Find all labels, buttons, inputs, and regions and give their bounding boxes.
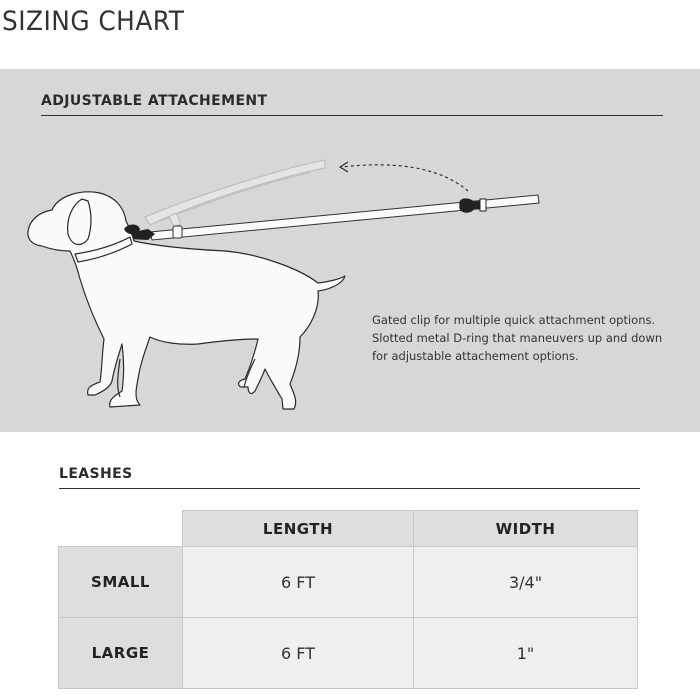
table-row: [59, 618, 638, 689]
leashes-heading: LEASHES: [59, 466, 133, 482]
column-header-width: WIDTH: [414, 511, 638, 547]
column-header-length: LENGTH: [183, 511, 414, 547]
large-width-cell: 1": [414, 618, 638, 689]
table-row: [59, 547, 638, 618]
large-length-cell: 6 FT: [183, 618, 414, 689]
leashes-heading-rule: [59, 488, 640, 489]
attachment-heading: ADJUSTABLE ATTACHEMENT: [41, 93, 268, 109]
page-title: SIZING CHART: [2, 6, 185, 37]
leash-alternate-position: [145, 160, 325, 227]
leash-size-table: [58, 510, 638, 689]
row-header-large: LARGE: [59, 618, 183, 689]
attachment-description: Gated clip for multiple quick attachment options. Slotted metal D-ring that maneuvers up and down for adjustable attachement options.: [372, 313, 663, 363]
adjustable-attachment-panel: [0, 69, 700, 432]
leash-end-clip: [460, 199, 486, 212]
small-length-cell: 6 FT: [183, 547, 414, 618]
table-corner: [59, 511, 183, 547]
row-header-small: SMALL: [59, 547, 183, 618]
movement-arrow: [340, 162, 468, 191]
dog-leash-illustration: [0, 69, 700, 432]
small-width-cell: 3/4": [414, 547, 638, 618]
